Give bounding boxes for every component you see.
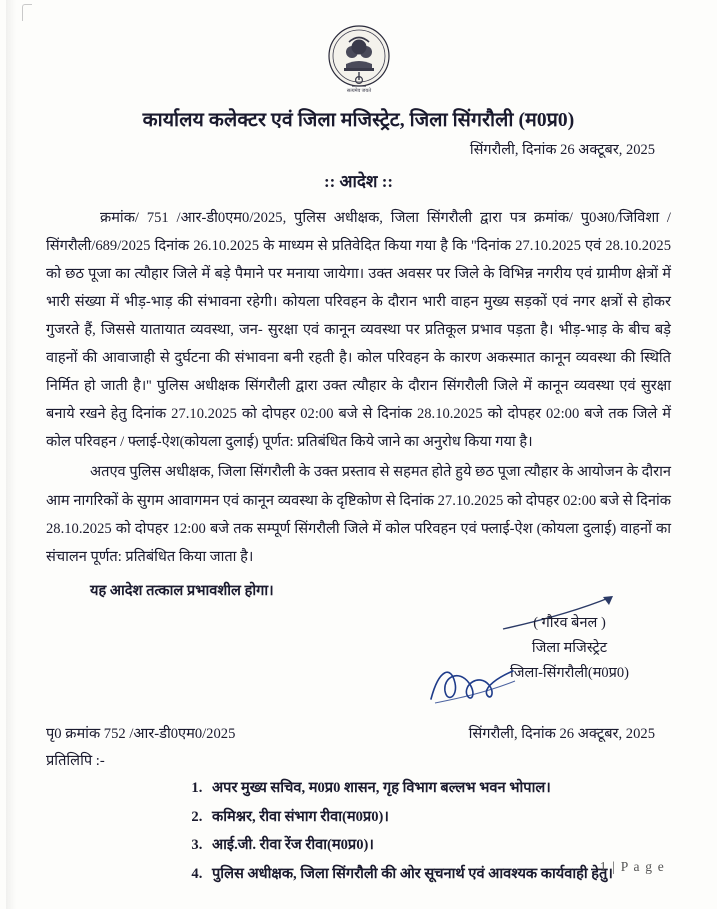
list-item: 2. कमिश्नर, रीवा संभाग रीवा(म0प्र0)। xyxy=(206,803,671,831)
list-item: 4. पुलिस अधीक्षक, जिला सिंगरौली की ओर सूचनार्थ एवं आवश्यक कार्यवाही हेतु। xyxy=(206,860,671,888)
paragraph-2: अतएव पुलिस अधीक्षक, जिला सिंगरौली के उक्त प्रस्ताव से सहमत होते हुये छठ पूजा त्यौहार के आयोजन के दौरान आम नागरिकों के सुगम आवागमन एवं कानून व्यवस्था के दृष्टिकोण से दिनांक 27.10.2025 को दोपहर 02:00 बजे से दिनांक 28.10.2025 को दोपहर 12:00 बजे तक सम्पूर्ण सिंगरौली जिले में कोल परिवहन एवं फ्लाई-ऐश (कोयला दुलाई) वाहनों का संचालन पूर्णत: प्रतिबंधित किया जाता है। xyxy=(46,464,671,565)
effective-line: यह आदेश तत्काल प्रभावशील होगा। xyxy=(90,582,274,599)
page-title: कार्यालय कलेक्टर एवं जिला मजिस्ट्रेट, जिला सिंगरौली (म0प्र0) xyxy=(142,110,575,131)
copy-to-label: प्रतिलिपि :- xyxy=(46,753,105,770)
svg-text:सत्यमेव जयते: सत्यमेव जयते xyxy=(346,89,371,94)
signatory-designation: जिला मजिस्ट्रेट xyxy=(531,639,608,656)
signatory-district: जिला-सिंगरौली(म0प्र0) xyxy=(509,665,629,682)
signatory-details xyxy=(510,611,629,687)
signature-block xyxy=(46,611,671,719)
footer-place-date: सिंगरौली, दिनांक 26 अक्टूबर, 2025 xyxy=(468,725,655,742)
national-emblem-icon xyxy=(322,20,396,102)
list-item: 3. आई.जी. रीवा रेंज रीवा(म0प्र0)। xyxy=(206,831,671,859)
order-heading: :: आदेश :: xyxy=(323,172,394,192)
scan-corner-mark xyxy=(22,4,32,21)
signatory-name: ( गौरव बेनल ) xyxy=(533,614,606,631)
page-number: 1 | P a g e xyxy=(599,859,665,874)
header-place-date: सिंगरौली, दिनांक 26 अक्टूबर, 2025 xyxy=(469,142,655,159)
paragraph-1: क्रमांक/ 751 /आर-डी0एम0/2025, पुलिस अधीक्षक, जिला सिंगरौली द्वारा पत्र क्रमांक/ पु0अ0/जिविशा / सिंगरौली/689/2025 दिनांक 26.10.2025 के माध्यम से प्रतिवेदित किया गया है कि ''दिनांक 27.10.2025 एवं 28.10.2025 को छठ पूजा का त्यौहार जिले में बड़े पैमाने पर मनाया जायेगा। उक्त अवसर पर जिले के विभिन्न नगरीय एवं ग्रामीण क्षेत्रों में भारी संख्या में भीड़-भाड़ की संभावना रहेगी। कोयला परिवहन के दौरान भारी वाहन मुख्य सड़कों एवं नगर क्षत्रों से होकर गुजरते हैं, जिससे यातायात व्यवस्था, जन- सुरक्षा एवं कानून व्यवस्था पर प्रतिकूल प्रभाव पड़ता है। भीड़-भाड़ के बीच बड़े वाहनों की आवाजाही से दुर्घटना की संभावना बनी रहती है। कोल परिवहन के कारण अकस्मात कानून व्यवस्था की स्थिति निर्मित हो जाती है।'' पुलिस अधीक्षक सिंगरौली द्वारा उक्त त्यौहार के दौरान सिंगरौली जिले में कानून व्यवस्था एवं सुरक्षा बनाये रखने हेतु दिनांक 27.10.2025 को दोपहर 02:00 बजे से दिनांक 28.10.2025 को दोपहर 02:00 बजे तक जिले में कोल परिवहन / फ्लाई-ऐश(कोयला दुलाई) पूर्णत: प्रतिबंधित किये जाने का अनुरोध किया गया है। xyxy=(46,210,671,451)
scan-edge-shadow xyxy=(6,0,16,909)
document-body xyxy=(46,204,671,604)
list-item: 1. अपर मुख्य सचिव, म0प्र0 शासन, गृह विभाग बल्लभ भवन भोपाल। xyxy=(206,774,671,802)
footer-reference-row xyxy=(46,721,671,749)
footer-reference-number: पृ0 क्रमांक 752 /आर-डी0एम0/2025 xyxy=(46,725,236,742)
handwritten-signature-icon xyxy=(425,659,521,709)
emblem-container xyxy=(46,20,671,102)
copy-to-list xyxy=(46,774,671,888)
